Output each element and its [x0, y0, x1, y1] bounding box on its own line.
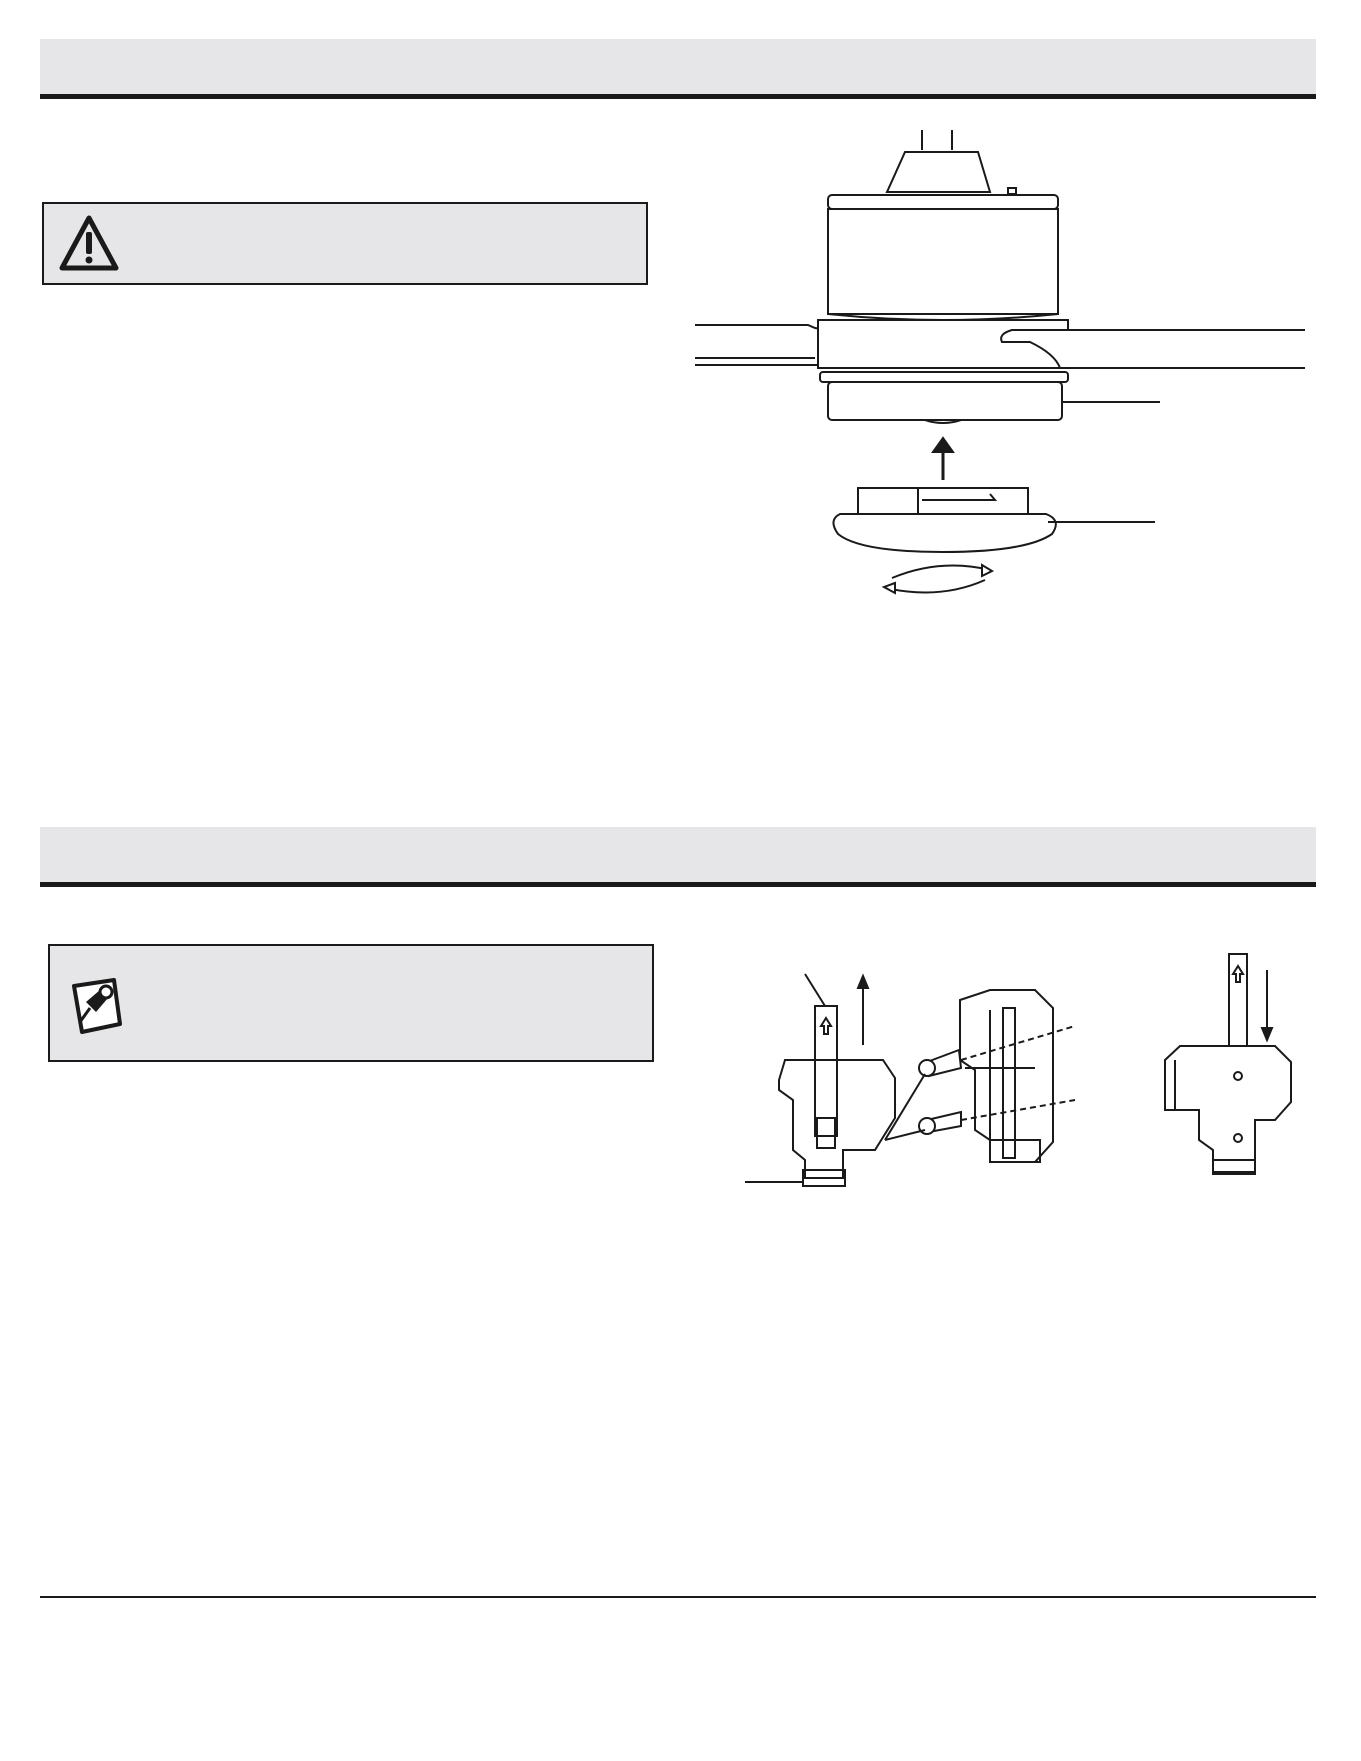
section-header-1: [40, 39, 1316, 99]
section-header-2: [40, 827, 1316, 887]
warning-callout: [42, 202, 648, 285]
holder-step-1: [745, 974, 895, 1186]
fan-light-kit-illustration: [690, 120, 1310, 610]
holder-step-2: [885, 990, 1075, 1162]
warning-triangle-icon: [58, 214, 120, 274]
footer-rule: [40, 1596, 1316, 1598]
holder-step-3: [1165, 954, 1291, 1174]
notepad-pin-icon: [68, 972, 128, 1036]
remote-holder-illustration: [735, 950, 1320, 1210]
note-callout: [48, 944, 654, 1062]
